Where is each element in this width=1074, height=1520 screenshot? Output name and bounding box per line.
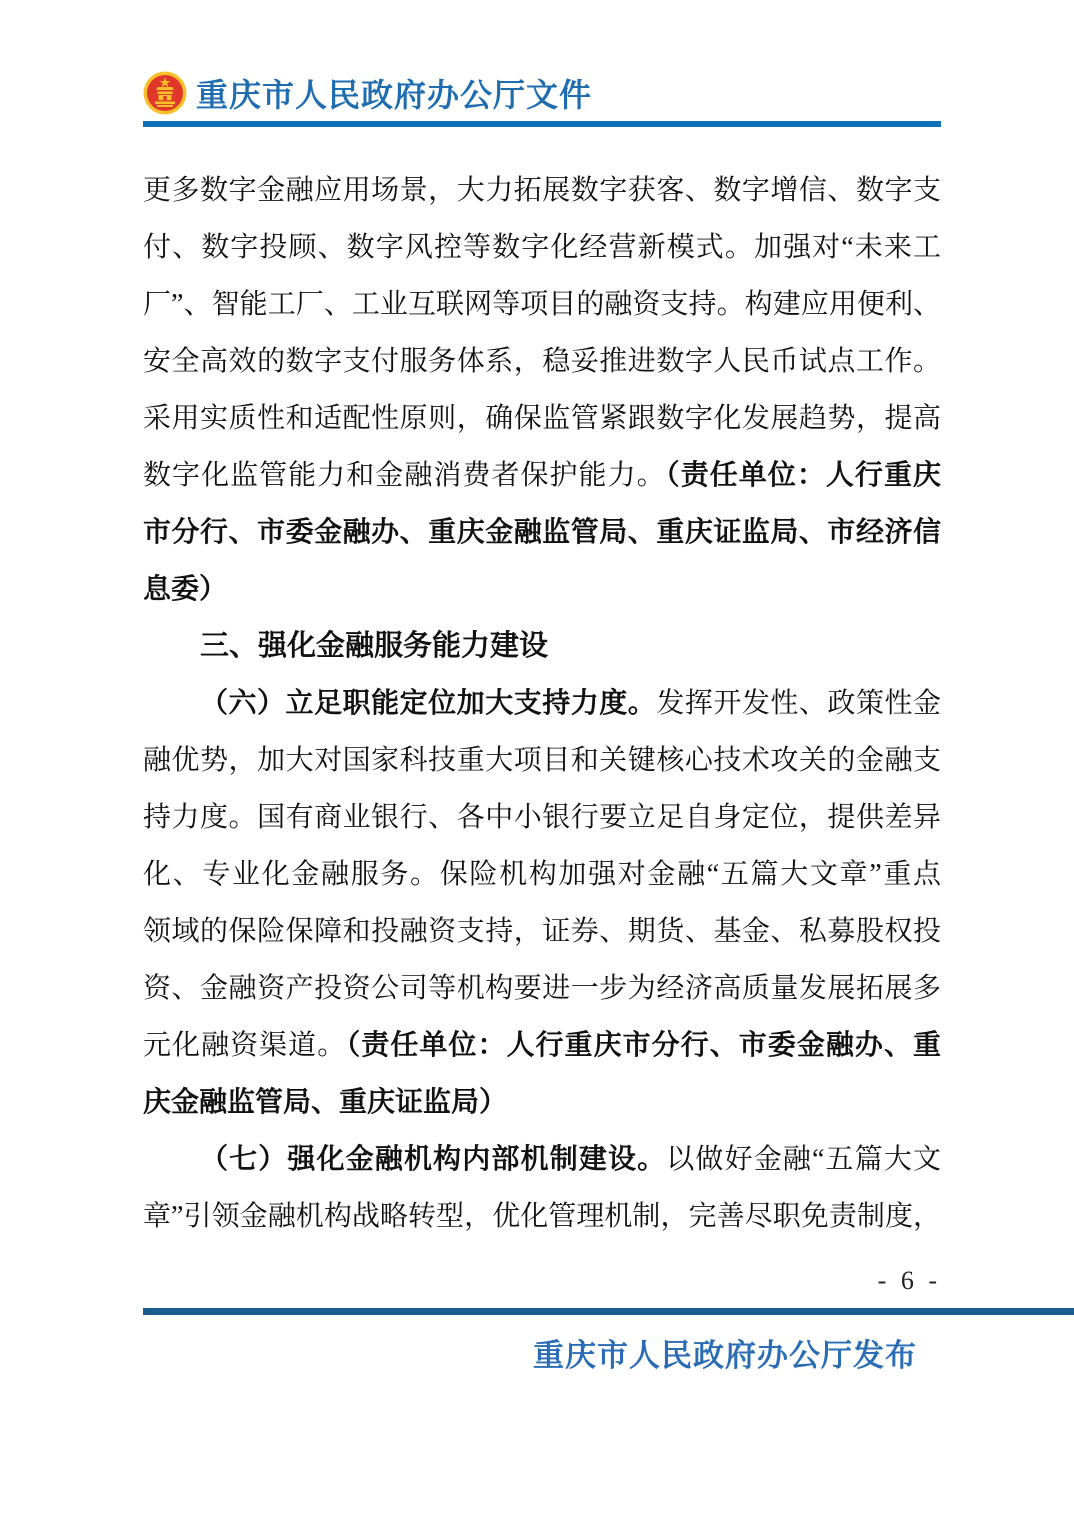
header-title: 重庆市人民政府办公厅文件	[196, 77, 593, 113]
body-text: 更多数字金融应用场景，大力拓展数字获客、数字增信、数字支	[143, 175, 941, 206]
national-emblem-icon	[143, 71, 187, 115]
text-line	[143, 390, 941, 447]
header-rule	[143, 121, 941, 127]
emphasis-text: （责任单位：人行重庆	[665, 460, 941, 491]
page-number: - 6 -	[877, 1266, 941, 1295]
text-line	[143, 1188, 941, 1245]
emphasis-text: （责任单位：人行重庆市分行、市委金融办、重	[346, 1030, 941, 1061]
text-line	[143, 1131, 941, 1188]
body-text: 采用实质性和适配性原则，确保监管紧跟数字化发展趋势，提高	[143, 403, 941, 434]
emphasis-text: 息委）	[143, 574, 228, 605]
text-line	[143, 732, 941, 789]
text-line	[143, 333, 941, 390]
text-line	[143, 504, 941, 561]
text-line	[143, 903, 941, 960]
text-line	[143, 162, 941, 219]
body-text: 以做好金融“五篇大文	[666, 1144, 941, 1175]
section-heading	[143, 618, 941, 675]
text-line	[143, 675, 941, 732]
text-line	[143, 1017, 941, 1074]
text-line	[143, 561, 941, 618]
emphasis-text: （七）强化金融机构内部机制建设。	[200, 1144, 667, 1175]
text-line	[143, 960, 941, 1017]
body-text: 化、专业化金融服务。保险机构加强对金融“五篇大文章”重点	[143, 859, 941, 890]
body-text: 发挥开发性、政策性金	[656, 688, 941, 719]
body-text: 数字化监管能力和金融消费者保护能力。	[143, 460, 666, 491]
document-body	[143, 162, 941, 1245]
document-header	[143, 66, 592, 120]
text-line	[143, 447, 941, 504]
emphasis-text: 市分行、市委金融办、重庆金融监管局、重庆证监局、市经济信	[143, 517, 941, 548]
text-line	[143, 276, 941, 333]
body-text: 融优势，加大对国家科技重大项目和关键核心技术攻关的金融支	[143, 745, 941, 776]
body-text: 安全高效的数字支付服务体系，稳妥推进数字人民币试点工作。	[143, 346, 941, 377]
body-text: 资、金融资产投资公司等机构要进一步为经济高质量发展拓展多	[143, 973, 941, 1004]
body-text: 章”引领金融机构战略转型，优化管理机制，完善尽职免责制度，	[143, 1201, 941, 1232]
body-text: 厂”、智能工厂、工业互联网等项目的融资支持。构建应用便利、	[143, 289, 941, 320]
publisher-label: 重庆市人民政府办公厅发布	[533, 1338, 917, 1373]
body-text: 领域的保险保障和投融资支持，证券、期货、基金、私募股权投	[143, 916, 941, 947]
emphasis-text: 三、强化金融服务能力建设	[200, 630, 549, 662]
text-line	[143, 846, 941, 903]
body-text: 元化融资渠道。	[143, 1030, 347, 1061]
body-text: 持力度。国有商业银行、各中小银行要立足自身定位，提供差异	[143, 802, 941, 833]
emphasis-text: （六）立足职能定位加大支持力度。	[200, 688, 657, 719]
footer-rule	[143, 1308, 1074, 1315]
body-text: 付、数字投顾、数字风控等数字化经营新模式。加强对“未来工	[143, 232, 941, 263]
text-line	[143, 789, 941, 846]
text-line	[143, 1074, 941, 1131]
emphasis-text: 庆金融监管局、重庆证监局）	[143, 1087, 508, 1118]
text-line	[143, 219, 941, 276]
